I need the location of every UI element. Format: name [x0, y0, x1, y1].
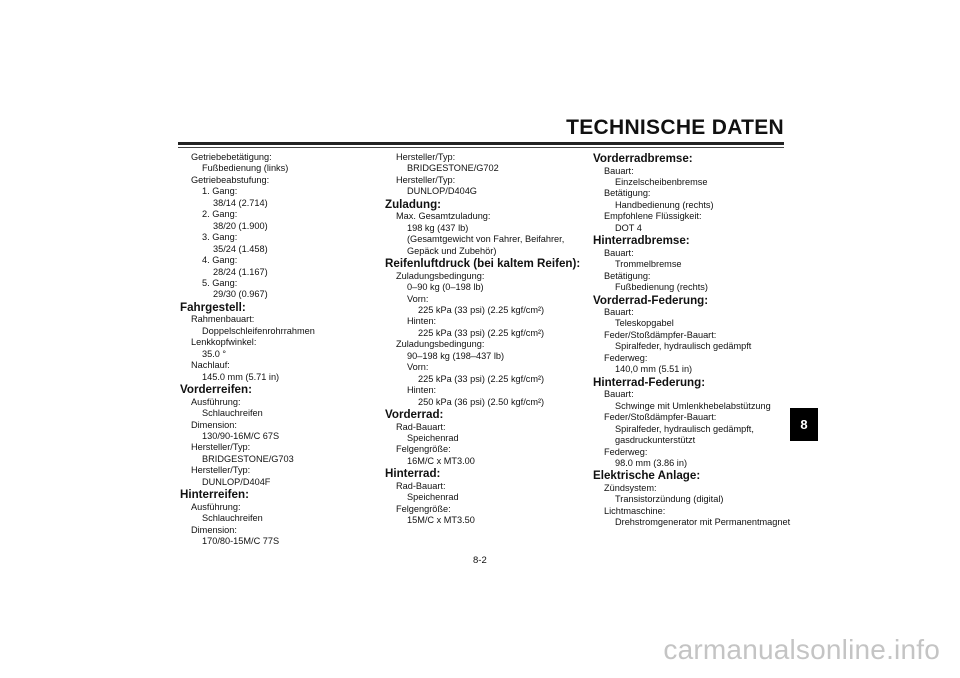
spec-line: (Gesamtgewicht von Fahrer, Beifahrer,: [407, 234, 565, 245]
spec-line: Dimension:: [191, 419, 237, 430]
spec-line: Ausführung:: [191, 501, 241, 512]
page-title: TECHNISCHE DATEN: [566, 116, 784, 139]
spec-line: Hinten:: [407, 385, 437, 396]
spec-line: 225 kPa (33 psi) (2.25 kgf/cm²): [418, 304, 545, 315]
spec-line: Hersteller/Typ:: [396, 174, 456, 185]
spec-line: Schlauchreifen: [202, 513, 263, 524]
spec-line: Bauart:: [604, 307, 634, 318]
spec-line: 5. Gang:: [202, 277, 238, 288]
spec-line: DUNLOP/D404G: [407, 186, 477, 197]
spec-line: Federweg:: [604, 446, 648, 457]
spec-column-1: [180, 152, 360, 548]
spec-line: Zündsystem:: [604, 482, 657, 493]
spec-line: 35/24 (1.458): [213, 243, 268, 254]
spec-line: Speichenrad: [407, 433, 459, 444]
spec-line: 16M/C x MT3.00: [407, 455, 475, 466]
spec-line: Betätigung:: [604, 188, 651, 199]
spec-line: 198 kg (437 lb): [407, 222, 469, 233]
spec-line: BRIDGESTONE/G703: [202, 453, 294, 464]
header-rule-thick: [178, 142, 784, 145]
spec-line: Transistorzündung (digital): [615, 494, 724, 505]
spec-line: Feder/Stoßdämpfer-Bauart:: [604, 329, 717, 340]
section-heading: Hinterrad:: [385, 467, 441, 481]
spec-line: Empfohlene Flüssigkeit:: [604, 211, 702, 222]
spec-line: Dimension:: [191, 524, 237, 535]
spec-line: Handbedienung (rechts): [615, 199, 714, 210]
spec-line: Bauart:: [604, 247, 634, 258]
spec-line: Hersteller/Typ:: [396, 152, 456, 162]
spec-line: 3. Gang:: [202, 232, 238, 243]
section-heading: Hinterradbremse:: [593, 234, 690, 248]
spec-column-2: [385, 152, 581, 527]
spec-line: Teleskopgabel: [615, 318, 674, 329]
section-heading: Reifenluftdruck (bei kaltem Reifen):: [385, 257, 581, 271]
spec-line: Fußbedienung (links): [202, 163, 289, 174]
spec-line: Federweg:: [604, 352, 648, 363]
spec-line: 2. Gang:: [202, 209, 238, 220]
spec-line: 98.0 mm (3.86 in): [615, 457, 687, 468]
spec-line: 38/20 (1.900): [213, 220, 268, 231]
spec-line: Gepäck und Zubehör): [407, 245, 497, 256]
page-number: 8-2: [473, 555, 487, 566]
spec-line: 90–198 kg (198–437 lb): [407, 350, 505, 361]
spec-line: 29/30 (0.967): [213, 289, 268, 300]
spec-line: 130/90-16M/C 67S: [202, 430, 280, 441]
section-tab: 8: [790, 408, 818, 441]
spec-line: 4. Gang:: [202, 255, 238, 266]
spec-line: Spiralfeder, hydraulisch gedämpft: [615, 341, 752, 352]
spec-line: Spiralfeder, hydraulisch gedämpft,: [615, 423, 754, 434]
spec-line: Hersteller/Typ:: [191, 442, 251, 453]
spec-line: Rad-Bauart:: [396, 421, 446, 432]
spec-line: gasdruckunterstützt: [615, 435, 696, 446]
spec-column-3: [593, 152, 793, 529]
header-rule-thin: [178, 147, 784, 148]
spec-line: Speichenrad: [407, 492, 459, 503]
spec-line: Feder/Stoßdämpfer-Bauart:: [604, 412, 717, 423]
spec-line: Zuladungsbedingung:: [396, 270, 485, 281]
section-heading: Vorderrad:: [385, 408, 444, 422]
spec-line: 28/24 (1.167): [213, 266, 268, 277]
spec-line: Drehstromgenerator mit Permanentmagnet: [615, 517, 791, 528]
spec-line: Schwinge mit Umlenkhebelabstützung: [615, 400, 771, 411]
section-heading: Vorderrad-Federung:: [593, 293, 709, 307]
spec-line: Zuladungsbedingung:: [396, 339, 485, 350]
spec-line: Doppelschleifenrohrrahmen: [202, 325, 315, 336]
spec-line: 140,0 mm (5.51 in): [615, 364, 693, 375]
spec-line: Hersteller/Typ:: [191, 465, 251, 476]
spec-line: Nachlauf:: [191, 360, 230, 371]
spec-line: Bauart:: [604, 389, 634, 400]
spec-line: Betätigung:: [604, 270, 651, 281]
spec-line: Getriebebetätigung:: [191, 152, 272, 162]
spec-line: 225 kPa (33 psi) (2.25 kgf/cm²): [418, 327, 545, 338]
spec-line: Trommelbremse: [615, 259, 682, 270]
spec-line: DOT 4: [615, 222, 642, 233]
spec-line: Rad-Bauart:: [396, 480, 446, 491]
spec-line: Bauart:: [604, 165, 634, 176]
spec-line: 1. Gang:: [202, 186, 238, 197]
spec-line: Einzelscheibenbremse: [615, 176, 708, 187]
spec-line: Ausführung:: [191, 396, 241, 407]
spec-line: Lenkkopfwinkel:: [191, 337, 257, 348]
spec-line: 0–90 kg (0–198 lb): [407, 282, 484, 293]
spec-line: 35.0 °: [202, 348, 227, 359]
spec-line: 170/80-15M/C 77S: [202, 536, 280, 547]
spec-line: Vorn:: [407, 362, 429, 373]
spec-line: Hinten:: [407, 316, 437, 327]
section-heading: Vorderradbremse:: [593, 152, 693, 165]
spec-line: Felgengröße:: [396, 444, 451, 455]
spec-line: 145.0 mm (5.71 in): [202, 371, 280, 382]
section-heading: Zuladung:: [385, 197, 442, 211]
spec-line: Max. Gesamtzuladung:: [396, 211, 491, 222]
spec-line: Schlauchreifen: [202, 408, 263, 419]
spec-line: 225 kPa (33 psi) (2.25 kgf/cm²): [418, 373, 545, 384]
spec-line: BRIDGESTONE/G702: [407, 163, 499, 174]
spec-line: Rahmenbauart:: [191, 314, 255, 325]
section-heading: Elektrische Anlage:: [593, 469, 701, 483]
watermark: carmanualsonline.info: [663, 634, 940, 665]
spec-line: Felgengröße:: [396, 503, 451, 514]
section-heading: Fahrgestell:: [180, 300, 246, 314]
spec-line: 38/14 (2.714): [213, 197, 268, 208]
spec-line: Lichtmaschine:: [604, 505, 666, 516]
spec-line: Fußbedienung (rechts): [615, 282, 708, 293]
spec-line: Vorn:: [407, 293, 429, 304]
spec-line: DUNLOP/D404F: [202, 476, 271, 487]
section-heading: Hinterreifen:: [180, 488, 249, 502]
spec-line: 250 kPa (36 psi) (2.50 kgf/cm²): [418, 396, 545, 407]
section-heading: Vorderreifen:: [180, 383, 252, 397]
spec-line: Getriebeabstufung:: [191, 174, 270, 185]
section-heading: Hinterrad-Federung:: [593, 375, 706, 389]
spec-line: 15M/C x MT3.50: [407, 515, 475, 526]
